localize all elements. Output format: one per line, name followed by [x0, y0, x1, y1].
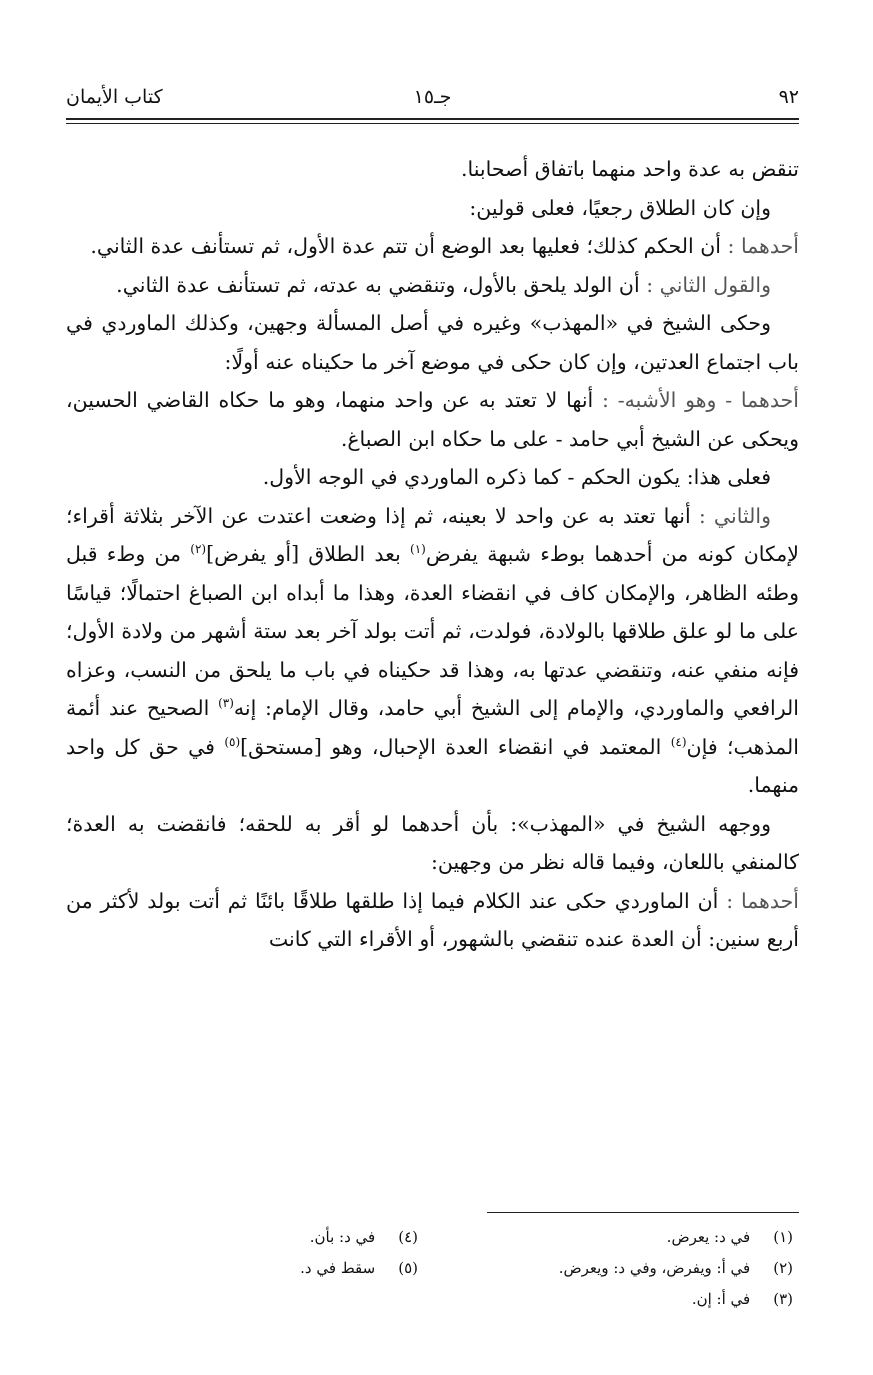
running-header — [66, 86, 799, 116]
footnote-number: (٢) — [773, 1259, 793, 1277]
footnote-text: في أ: إن. — [691, 1290, 751, 1308]
paragraph-lead: أحدهما : — [726, 888, 799, 913]
footnote — [433, 1222, 793, 1253]
main-text — [66, 150, 799, 959]
volume-label: جـ١٥ — [413, 86, 452, 108]
paragraph-text: وحكى الشيخ في «المهذب» وغيره في أصل المسألة وجهين، وكذلك الماوردي في باب اجتماع العدتين، وإن كان حكى في موضع آخر ما حكيناه عنه أولًا: — [66, 311, 799, 374]
paragraph-text: أن الولد يلحق بالأول، وتنقضي به عدته، ثم تستأنف عدة الثاني. — [116, 272, 640, 297]
paragraph-text: فعلى هذا: يكون الحكم - كما ذكره الماوردي في الوجه الأول. — [262, 465, 771, 489]
paragraph — [66, 150, 799, 189]
footnotes-column-right — [433, 1222, 793, 1315]
paragraph-lead: أحدهما : — [727, 234, 799, 258]
paragraph-text: بعد الطلاق [أو يفرض] — [206, 542, 410, 566]
footnote-text: في أ: ويفرض، وفي د: ويعرض. — [558, 1259, 751, 1277]
footnotes-column-left — [218, 1222, 418, 1284]
book-title: كتاب الأيمان — [66, 86, 163, 108]
paragraph — [66, 304, 799, 381]
paragraph-text: ووجهه الشيخ في «المهذب»: بأن أحدهما لو أقر به للحقه؛ فانقضت به العدة؛ كالمنفي باللعان، وفيما قاله نظر من وجهين: — [66, 811, 799, 874]
paragraph — [66, 381, 799, 458]
paragraph-lead: أحدهما - وهو الأشبه- : — [602, 388, 799, 412]
paragraph — [66, 266, 799, 305]
paragraph — [66, 458, 799, 497]
header-rule-thick — [66, 118, 799, 120]
paragraph — [66, 805, 799, 882]
footnote-ref[interactable]: (١) — [410, 542, 426, 557]
footnote-ref[interactable]: (٤) — [670, 734, 687, 749]
footnote-ref[interactable]: (٥) — [224, 734, 241, 749]
footnote-ref[interactable]: (٣) — [218, 696, 234, 711]
footnote — [433, 1253, 793, 1284]
footnote-number: (١) — [773, 1228, 793, 1246]
paragraph — [66, 189, 799, 228]
page-number: ٩٢ — [778, 86, 799, 108]
paragraph-text: أنها لا تعتد به عن واحد منهما، وهو ما حكاه القاضي الحسين، ويحكى عن الشيخ أبي حامد - على ما حكاه ابن الصباغ. — [66, 388, 799, 451]
paragraph-text: من وطء قبل وطئه الظاهر، والإمكان كاف في انقضاء العدة، وهذا ما أبداه ابن الصباغ احتمالًا؛ قياسًا على ما لو علق طلاقها بالولادة، فولدت، ثم أتت بولد آخر بعد ستة أشهر من ولادة الأول؛ فإنه منفي عنه، وتنقضي عدتها به، وهذا قد حكيناه في باب ما يلحق من النسب، وعزاه الرافعي والماوردي، والإمام إلى الشيخ أبي حامد، وقال الإمام: إنه — [66, 542, 800, 720]
paragraph-text: تنقض به عدة واحد منهما باتفاق أصحابنا. — [460, 157, 799, 181]
footnote-rule — [487, 1212, 799, 1213]
footnote — [433, 1284, 793, 1315]
footnote-number: (٤) — [398, 1228, 418, 1246]
footnote — [218, 1253, 418, 1284]
paragraph-text: المعتمد في انقضاء العدة الإحبال، وهو [مستحق] — [240, 734, 671, 759]
paragraph-text: وإن كان الطلاق رجعيًا، فعلى قولين: — [469, 195, 771, 220]
paragraph — [66, 497, 799, 805]
paragraph — [66, 227, 799, 266]
footnote-ref[interactable]: (٢) — [190, 542, 207, 557]
paragraph-text: أن الماوردي حكى عند الكلام فيما إذا طلقها طلاقًا بائنًا ثم أتت بولد لأكثر من أربع سنين: أن العدة عنده تنقضي بالشهور، أو الأقراء التي كانت — [66, 888, 799, 951]
footnote-text: في د: يعرض. — [666, 1228, 751, 1246]
paragraph-text: الصحيح عند أئمة المذهب؛ فإن — [66, 696, 799, 759]
paragraph-lead: والثاني : — [698, 503, 771, 528]
paragraph — [66, 882, 799, 959]
paragraph-text: أنها تعتد به عن واحد لا بعينه، ثم إذا وضعت اعتدت عن الآخر بثلاثة أقراء؛ لإمكان كونه من أحدهما بوطء شبهة يفرض — [66, 503, 799, 566]
footnote-number: (٣) — [773, 1290, 793, 1308]
footnote-text: سقط في د. — [300, 1259, 376, 1277]
paragraph-text: في حق كل واحد منهما. — [66, 734, 799, 797]
paragraph-text: أن الحكم كذلك؛ فعليها بعد الوضع أن تتم عدة الأول، ثم تستأنف عدة الثاني. — [90, 234, 721, 258]
paragraph-lead: والقول الثاني : — [646, 272, 771, 297]
footnote — [218, 1222, 418, 1253]
footnote-text: في د: بأن. — [309, 1228, 376, 1246]
header-rule-thin — [66, 123, 799, 124]
footnote-number: (٥) — [398, 1259, 418, 1277]
